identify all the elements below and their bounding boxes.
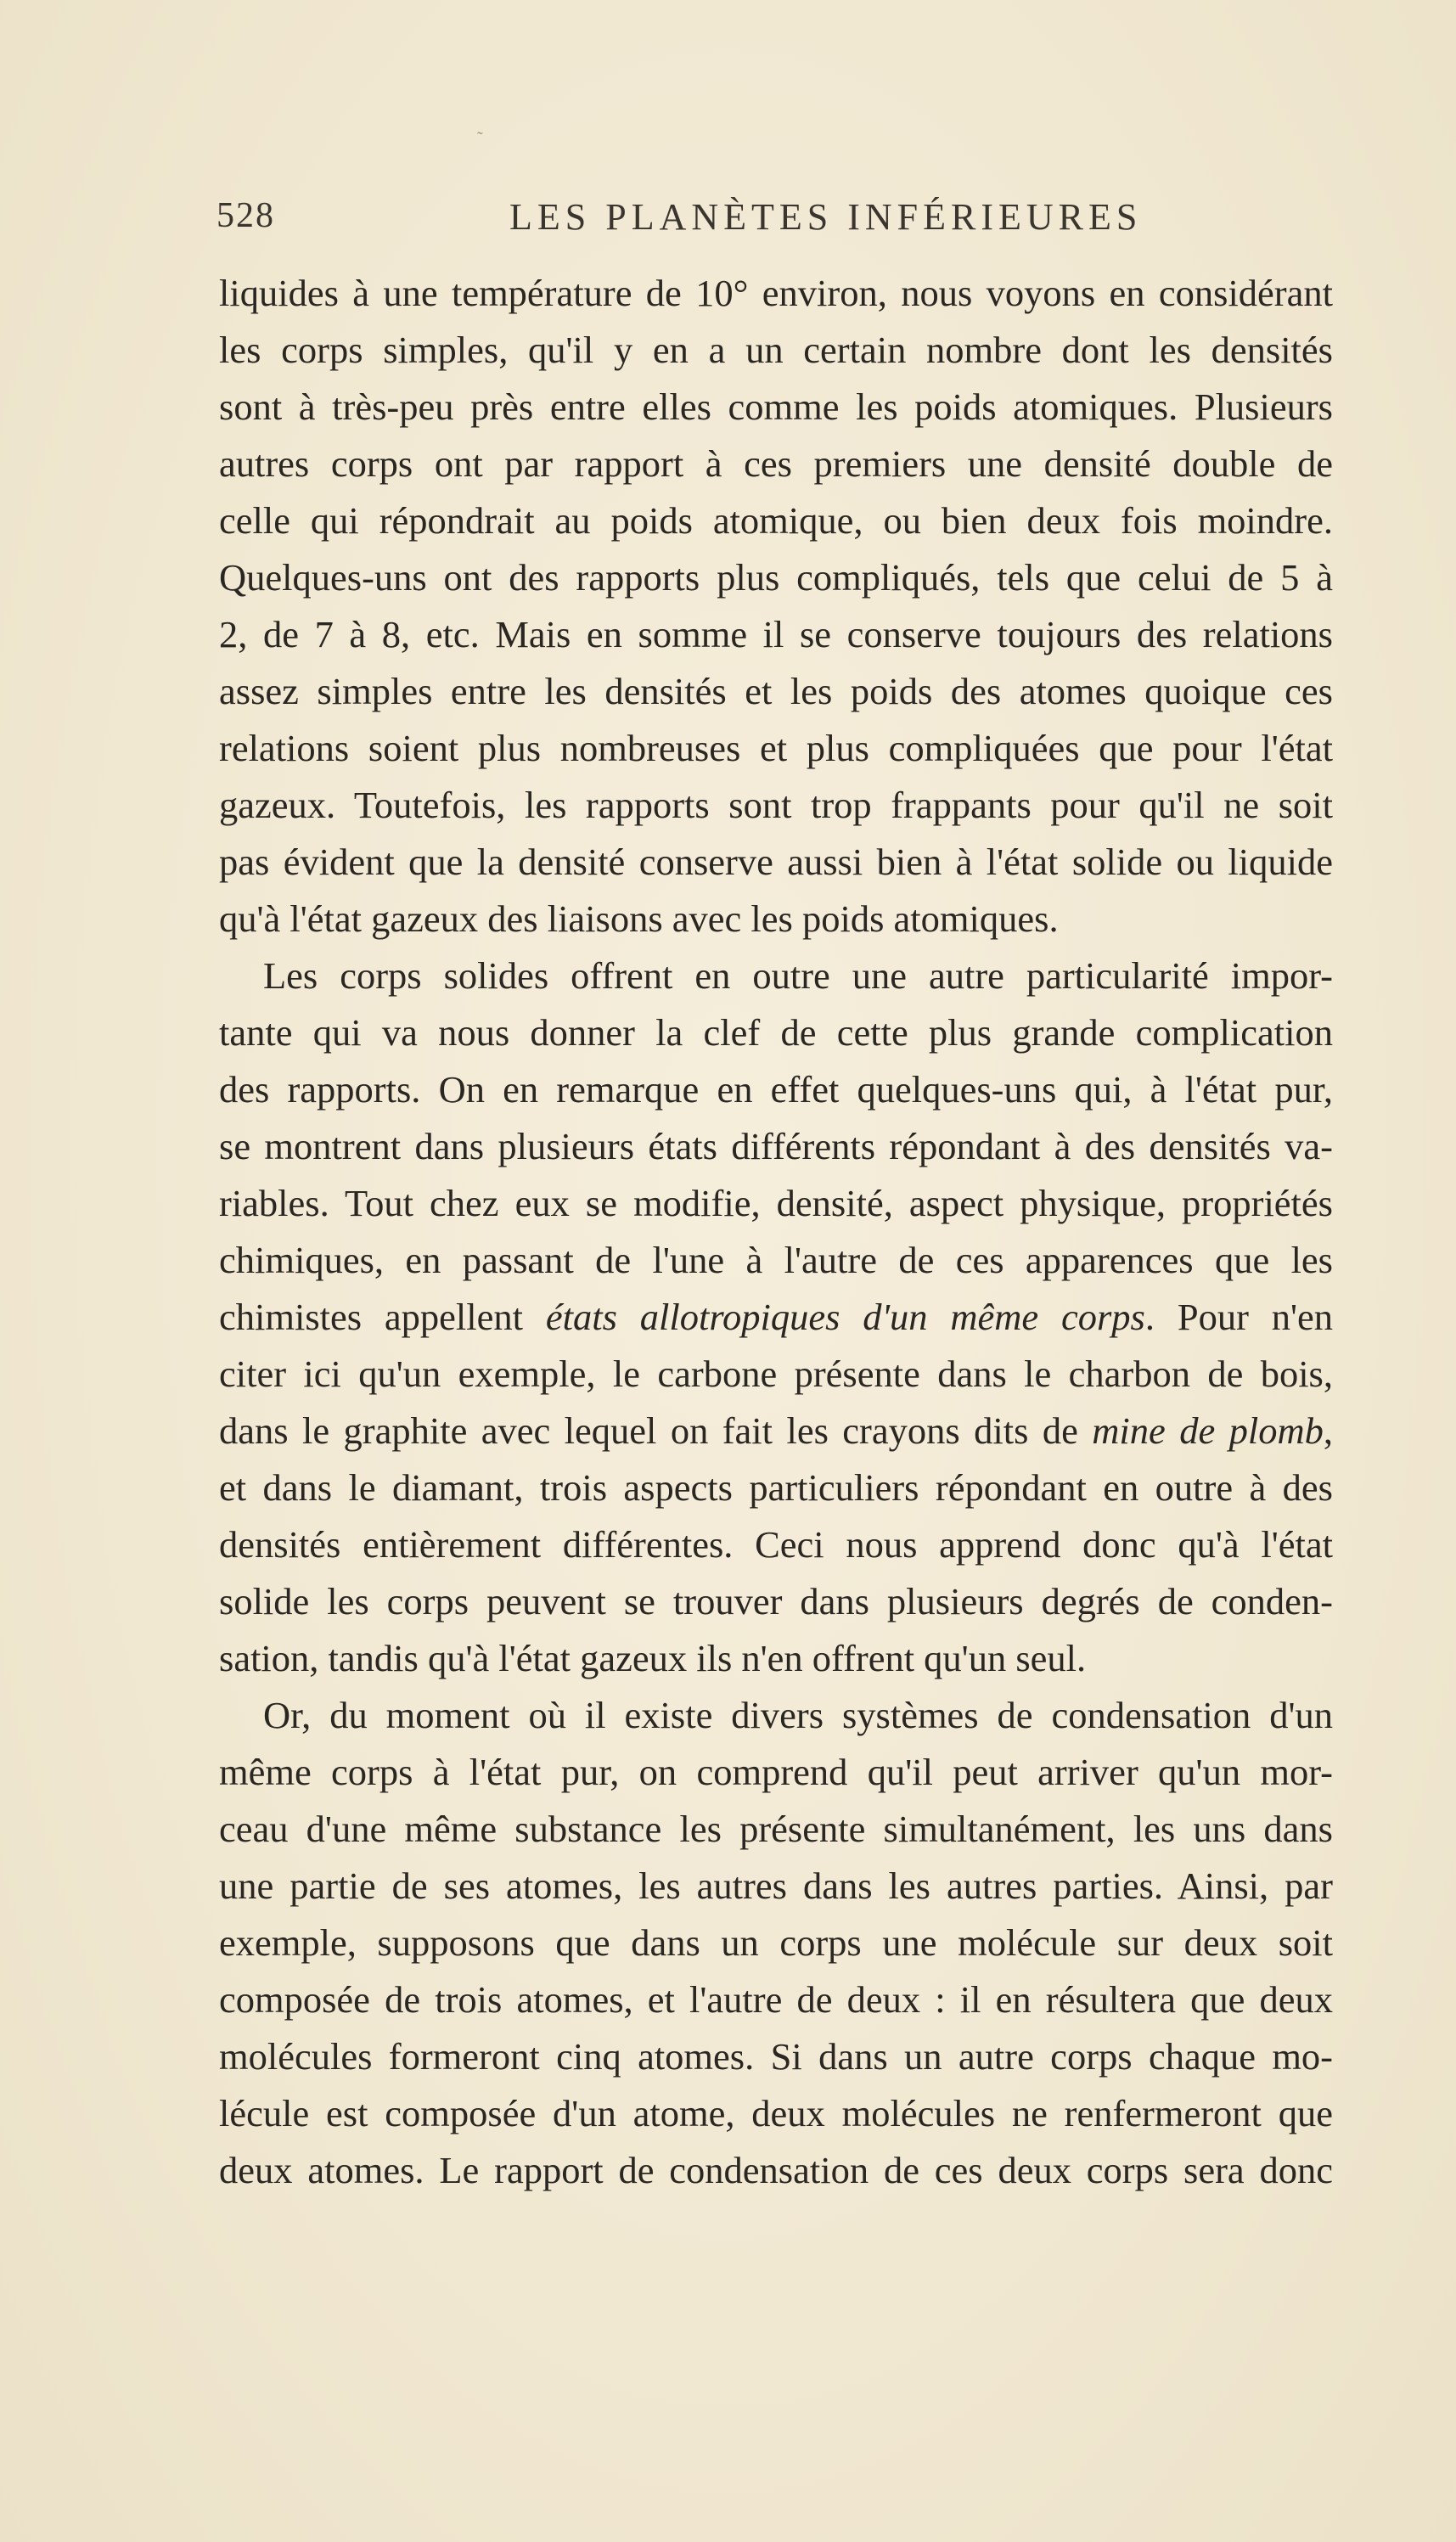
line-text: exemple, supposons que dans un corps une molécule sur deux soit <box>219 1921 1333 1964</box>
line-text: les corps simples, qu'il y en a un certain nombre dont les densités <box>219 329 1333 371</box>
line-text: celle qui répondrait au poids atomique, ou bien deux fois moindre. <box>219 499 1333 542</box>
line-text: Les corps solides offrent en outre une autre particularité impor- <box>263 954 1333 997</box>
line-text: assez simples entre les densités et les poids des atomes quoique ces <box>219 670 1333 712</box>
line-text: deux atomes. Le rapport de condensation de ces deux corps sera donc <box>219 2149 1333 2191</box>
text-line <box>219 891 1333 948</box>
text-line <box>219 606 1333 663</box>
text-line <box>219 1061 1333 1118</box>
line-text: gazeux. Toutefois, les rapports sont trop frappants pour qu'il ne soit <box>219 784 1333 826</box>
text-line <box>219 1801 1333 1858</box>
text-line <box>219 265 1333 322</box>
line-text: , <box>1323 1409 1333 1452</box>
line-text: des rapports. On en remarque en effet quelques-uns qui, à l'état pur, <box>219 1068 1333 1111</box>
text-line <box>219 2142 1333 2199</box>
text-line <box>219 2028 1333 2085</box>
line-text: densités entièrement différentes. Ceci nous apprend donc qu'à l'état <box>219 1523 1333 1566</box>
line-text: 2, de 7 à 8, etc. Mais en somme il se conserve toujours des relations <box>219 613 1333 655</box>
page-header <box>216 195 1329 246</box>
text-line <box>219 2085 1333 2142</box>
text-line <box>219 1118 1333 1175</box>
text-line <box>219 379 1333 436</box>
line-text: pas évident que la densité conserve aussi bien à l'état solide ou liquide <box>219 841 1333 883</box>
print-speck: ˜ <box>477 129 483 148</box>
line-text: et dans le diamant, trois aspects particuliers répondant en outre à des <box>219 1466 1333 1509</box>
text-line <box>219 1915 1333 1971</box>
text-line-paragraph-start <box>219 948 1333 1004</box>
line-text: composée de trois atomes, et l'autre de deux : il en résultera que deux <box>219 1978 1333 2021</box>
line-text: solide les corps peuvent se trouver dans plusieurs degrés de conden- <box>219 1580 1333 1622</box>
text-line-paragraph-start <box>219 1687 1333 1744</box>
text-line <box>219 436 1333 492</box>
line-text: se montrent dans plusieurs états différents répondant à des densités va- <box>219 1125 1333 1167</box>
italic-term: mine de plomb <box>1092 1409 1324 1452</box>
body-text <box>219 265 1333 2199</box>
line-text: citer ici qu'un exemple, le carbone présente dans le charbon de bois, <box>219 1353 1333 1395</box>
line-text: qu'à l'état gazeux des liaisons avec les poids atomiques. <box>219 897 1059 940</box>
line-text: ceau d'une même substance les présente simultanément, les uns dans <box>219 1808 1333 1850</box>
text-line <box>219 1232 1333 1289</box>
line-text: liquides à une température de 10° environ, nous voyons en considérant <box>219 272 1333 314</box>
text-line <box>219 1573 1333 1630</box>
running-title: LES PLANÈTES INFÉRIEURES <box>509 196 1143 238</box>
line-text: tante qui va nous donner la clef de cette plus grande complication <box>219 1011 1333 1054</box>
line-text: lécule est composée d'un atome, deux molécules ne renfermeront que <box>219 2092 1333 2134</box>
text-line <box>219 492 1333 549</box>
text-line <box>219 1630 1333 1687</box>
line-text: Quelques-uns ont des rapports plus compliqués, tels que celui de 5 à <box>219 556 1333 599</box>
text-line <box>219 1858 1333 1915</box>
text-line <box>219 1971 1333 2028</box>
line-text: sation, tandis qu'à l'état gazeux ils n'en offrent qu'un seul. <box>219 1637 1087 1679</box>
text-line <box>219 322 1333 379</box>
text-line <box>219 1004 1333 1061</box>
line-text: riables. Tout chez eux se modifie, densité, aspect physique, propriétés <box>219 1182 1333 1224</box>
text-line <box>219 549 1333 606</box>
line-text: chimistes appellent <box>219 1296 546 1338</box>
page-number: 528 <box>216 196 275 235</box>
text-line <box>219 663 1333 720</box>
text-line <box>219 834 1333 891</box>
line-text: molécules formeront cinq atomes. Si dans un autre corps chaque mo- <box>219 2035 1333 2078</box>
text-line <box>219 1516 1333 1573</box>
text-line <box>219 1346 1333 1403</box>
line-text: autres corps ont par rapport à ces premiers une densité double de <box>219 442 1333 485</box>
line-text: relations soient plus nombreuses et plus compliquées que pour l'état <box>219 727 1333 769</box>
text-line <box>219 1175 1333 1232</box>
italic-term: états allotropiques d'un même corps <box>545 1296 1145 1338</box>
text-line <box>219 1459 1333 1516</box>
line-text: sont à très-peu près entre elles comme les poids atomiques. Plusieurs <box>219 385 1333 428</box>
line-text: une partie de ses atomes, les autres dans les autres parties. Ainsi, par <box>219 1864 1333 1907</box>
line-text: même corps à l'état pur, on comprend qu'il peut arriver qu'un mor- <box>219 1751 1333 1793</box>
line-text: Or, du moment où il existe divers systèmes de condensation d'un <box>263 1694 1333 1736</box>
text-line <box>219 1744 1333 1801</box>
line-text: dans le graphite avec lequel on fait les crayons dits de <box>219 1409 1093 1452</box>
text-line <box>219 1403 1333 1459</box>
text-line <box>219 777 1333 834</box>
text-line <box>219 720 1333 777</box>
line-text: chimiques, en passant de l'une à l'autre de ces apparences que les <box>219 1239 1333 1281</box>
line-text: . Pour n'en <box>1144 1296 1333 1338</box>
text-line <box>219 1289 1333 1346</box>
